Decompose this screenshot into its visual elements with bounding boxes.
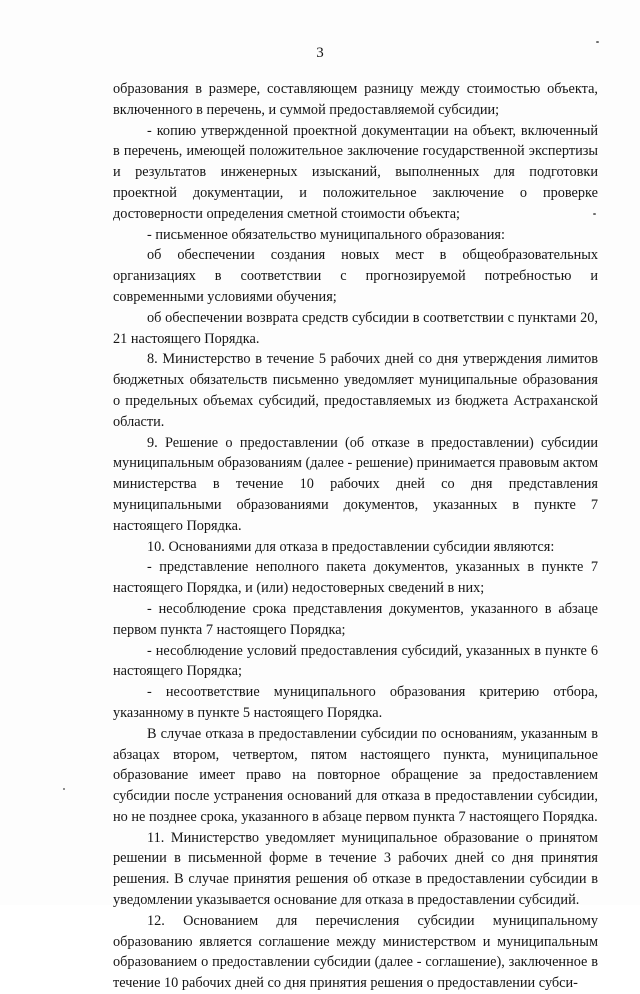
paragraph-return-funds: об обеспечении возврата средств субсидии в соответствии с пунктами 20, 21 настоящего Порядка. <box>113 309 598 347</box>
paragraph-project-docs: - копию утвержденной проектной документации на объект, включенный в перечень, имеющей положительное заключение государственной экспертизы и результатов инженерных изысканий, выполненных для подготовки проектной документации, и положительное заключение о проверке достоверности определения сметной стоимости объекта; <box>113 122 598 222</box>
paragraph-item-11: 11. Министерство уведомляет муниципальное образование о принятом решении в письменной форме в течение 3 рабочих дней со дня принятия решения. В случае принятия решения об отказе в предоставлении субсидии в уведомлении указывается основание для отказа в предоставлении субсидий. <box>113 829 598 909</box>
paragraph-item-8: 8. Министерство в течение 5 рабочих дней со дня утверждения лимитов бюджетных обязательств письменно уведомляет муниципальные образования о предельных объемах субсидий, предоставляемых из бюджета Астраханской области. <box>113 351 598 430</box>
document-body <box>113 79 598 994</box>
paragraph-continuation: образования в размере, составляющем разницу между стоимостью объекта, включенного в перечень, и суммой предоставляемой субсидии; <box>113 81 598 118</box>
paragraph-refusal-conditions: - несоблюдение условий предоставления субсидий, указанных в пункте 6 настоящего Порядка; <box>113 642 598 680</box>
scan-speck <box>596 41 599 43</box>
paragraph-item-9: 9. Решение о предоставлении (об отказе в предоставлении) субсидии муниципальным образованиям (далее - решение) принимается правовым актом министерства в течение 10 рабочих дней со дня представления муниципальными образованиями документов, указанных в пункте 7 настоящего Порядка. <box>113 434 598 534</box>
scan-speck <box>593 213 596 215</box>
scan-speck <box>63 788 65 790</box>
paragraph-item-12: 12. Основанием для перечисления субсидии муниципальному образованию является соглашение между министерством и муниципальным образованием о предоставлении субсидии (далее - соглашение), заключенное в течение 10 рабочих дней со дня принятия решения о предоставлении субси- <box>113 912 598 992</box>
paragraph-refusal-incomplete: - представление неполного пакета документов, указанных в пункте 7 настоящего Порядка, и (или) недостоверных сведений в них; <box>113 559 598 597</box>
paragraph-refusal-criteria: - несоответствие муниципального образования критерию отбора, указанному в пункте 5 настоящего Порядка. <box>113 684 598 721</box>
paragraph-refusal-deadline: - несоблюдение срока представления документов, указанного в абзаце первом пункта 7 настоящего Порядка; <box>113 600 598 638</box>
page-number: 3 <box>316 45 324 61</box>
paragraph-written-obligation: - письменное обязательство муниципального образования: <box>147 226 505 243</box>
paragraph-refusal-reapply: В случае отказа в предоставлении субсидии по основаниям, указанным в абзацах втором, четвертом, пятом настоящего пункта, муниципальное образование имеет право на повторное обращение за предоставлением субсидии после устранения оснований для отказа в предоставлении субсидии, но не позднее срока, указанного в абзаце первом пункта 7 настоящего Порядка. <box>113 725 598 825</box>
paragraph-item-10: 10. Основаниями для отказа в предоставлении субсидии являются: <box>147 538 555 555</box>
paragraph-new-places: об обеспечении создания новых мест в общеобразовательных организациях в соответствии с прогнозируемой потребностью и современными условиями обучения; <box>113 247 598 305</box>
